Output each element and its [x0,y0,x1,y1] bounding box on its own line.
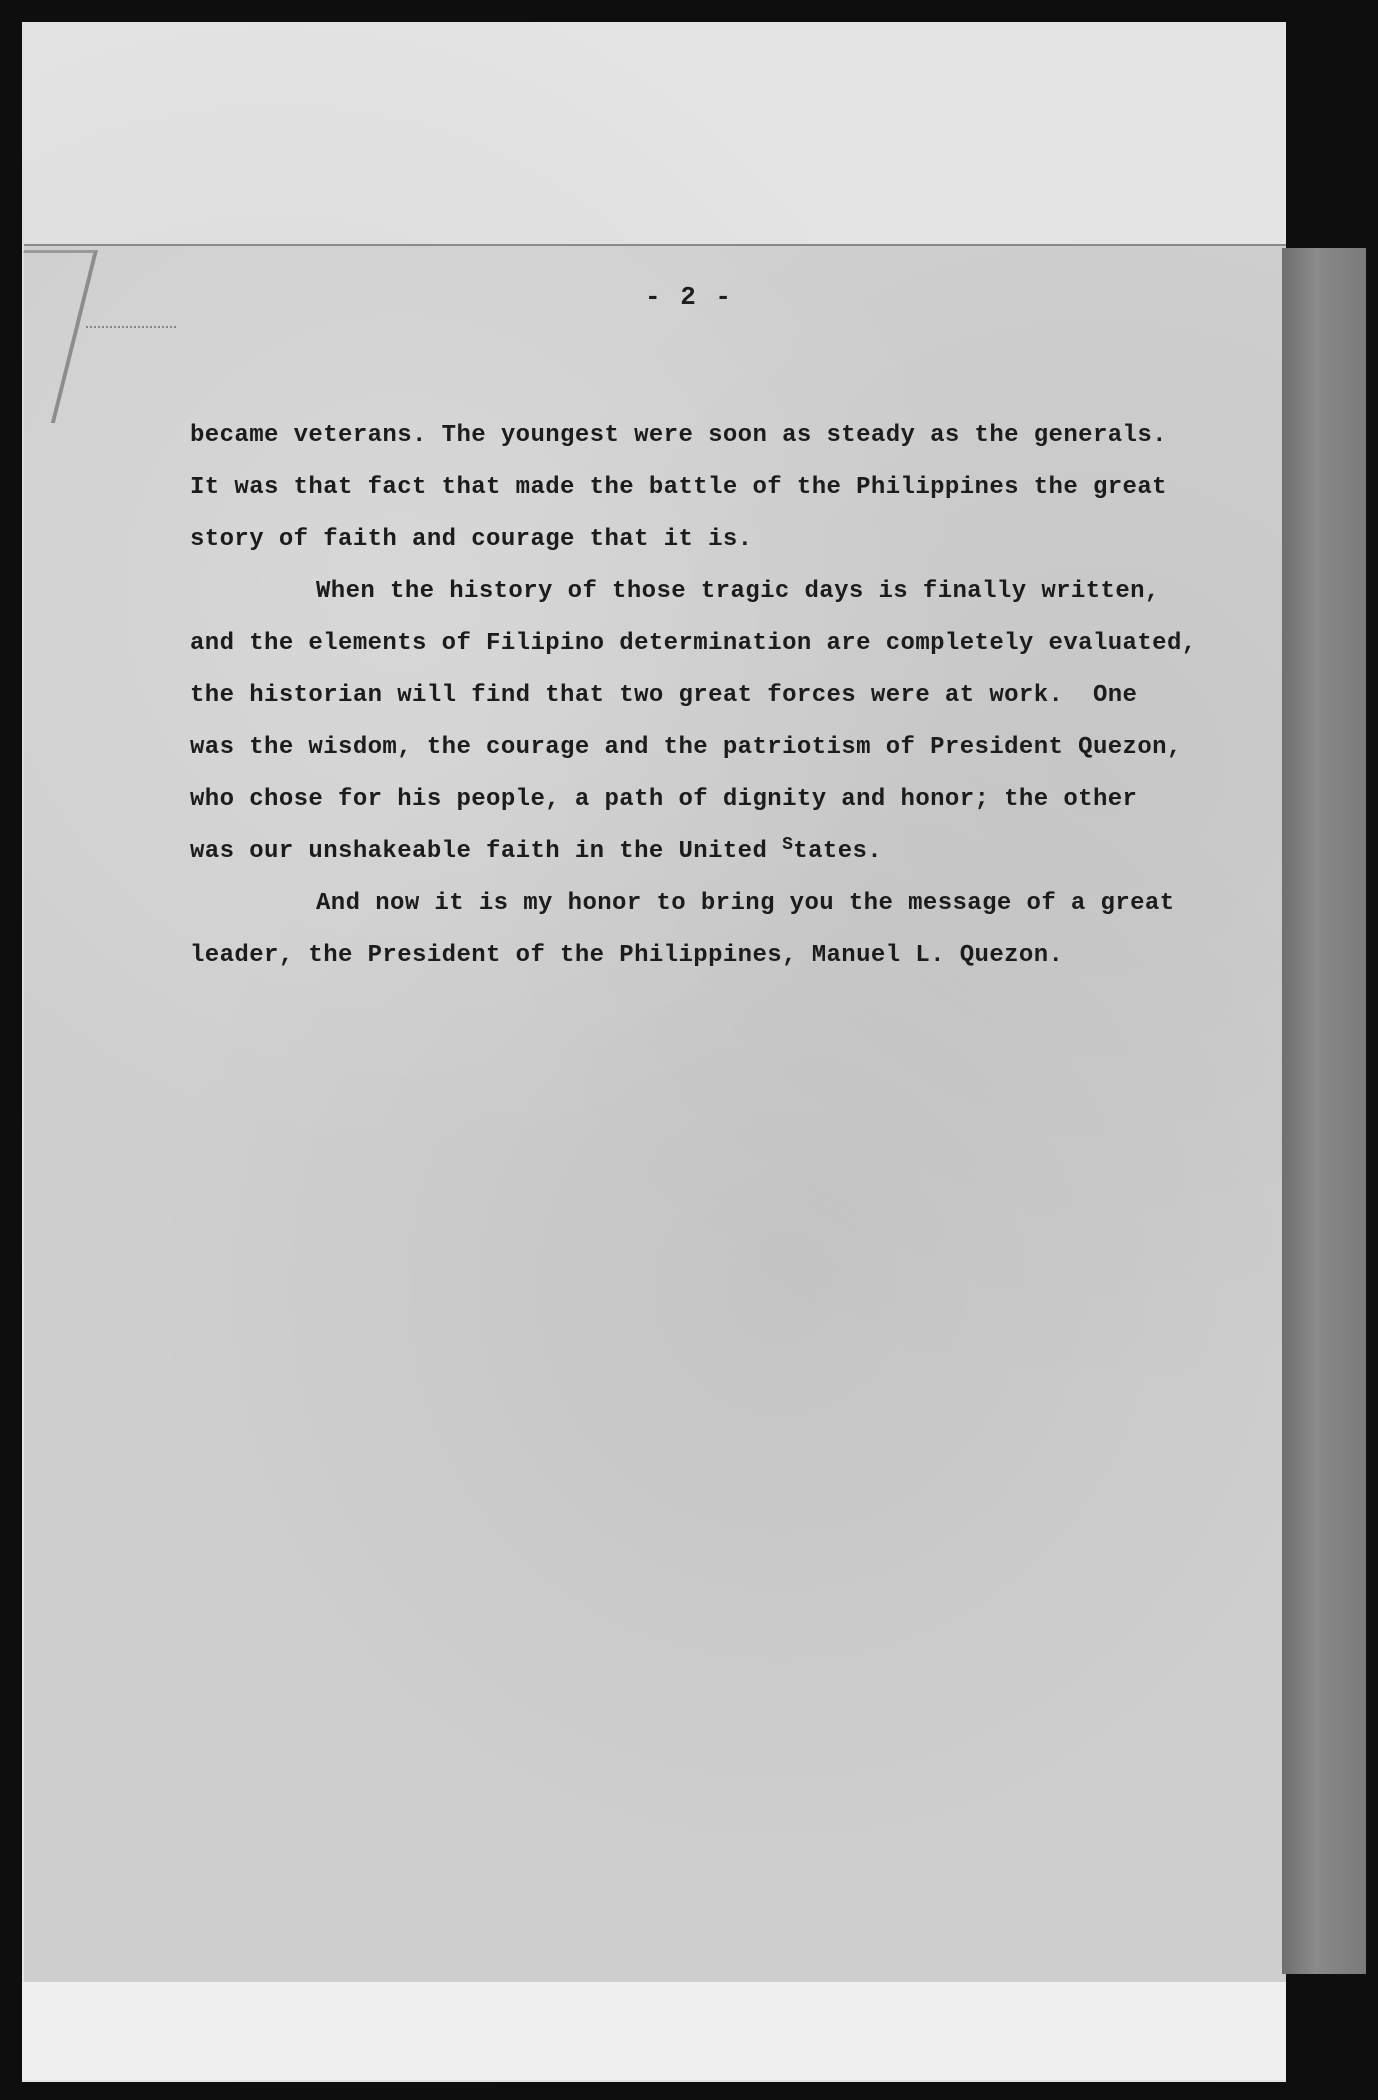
superscript-letter: S [782,835,794,855]
text-line: When the history of those tragic days is finally written, [316,578,1160,605]
text-line: leader, the President of the Philippines, Manuel L. Quezon. [190,942,1064,969]
text-line: was the wisdom, the courage and the patriotism of President Quezon, [190,734,1182,761]
pencil-mark [86,326,176,350]
text-line: became veterans. The youngest were soon as steady as the generals. [190,422,1167,449]
text-line: the historian will find that two great forces were at work. One [190,682,1138,709]
text-line: And now it is my honor to bring you the message of a great [316,890,1175,917]
text-fragment: tates. [793,838,883,865]
page-edge-shadow [1282,248,1366,1974]
text-line-last [190,826,1270,878]
text-line: It was that fact that made the battle of the Philippines the great [190,474,1167,501]
text-fragment: was our unshakeable faith in the United [190,838,783,865]
text-line: and the elements of Filipino determination are completely evaluated, [190,630,1197,657]
back-sheet-bottom [22,1982,1286,2080]
typed-body [190,410,1270,982]
text-line: who chose for his people, a path of dignity and honor; the other [190,786,1138,813]
text-line: story of faith and courage that it is. [190,526,753,553]
page-number: - 2 - [644,282,733,312]
